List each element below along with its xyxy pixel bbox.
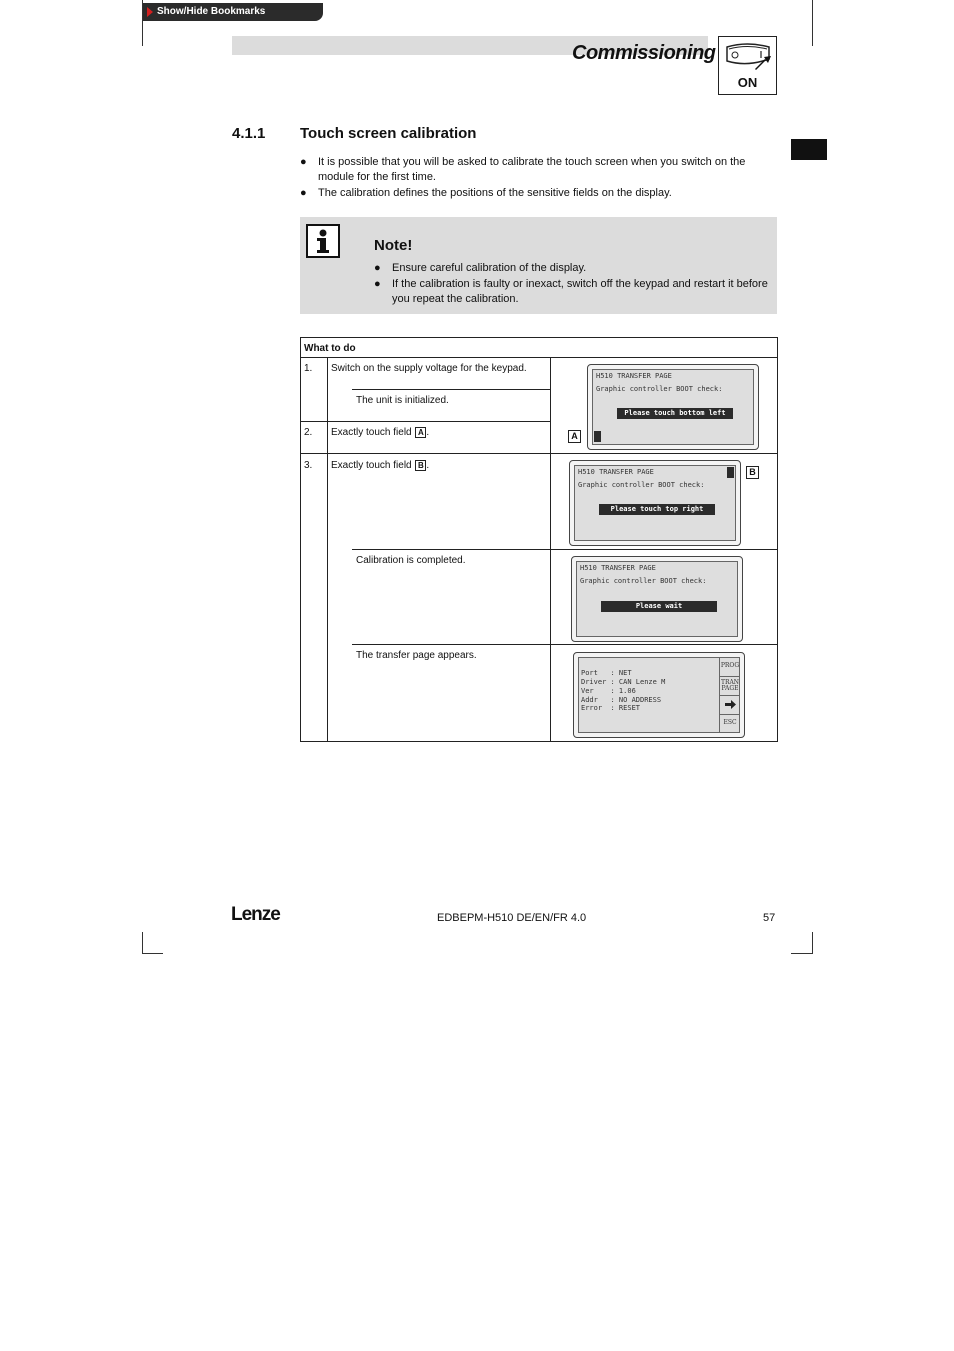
crop-mark [812, 932, 813, 954]
divider [300, 357, 778, 358]
list-item: ● If the calibration is faulty or inexact, switch off the keypad and restart it before you repeat the calibration. [374, 278, 768, 305]
screen-prompt-bar: Please touch top right [599, 504, 715, 515]
note-title: Note! [374, 237, 413, 254]
info-icon [306, 224, 340, 258]
screen-line: Graphic controller BOOT check: [580, 577, 707, 585]
info-line: Driver : CAN Lenze M [581, 678, 666, 686]
step-result: The unit is initialized. [356, 395, 449, 406]
power-switch-icon-box [718, 36, 777, 95]
chapter-side-tab [791, 139, 827, 160]
table-header: What to do [304, 343, 356, 354]
step-action: Switch on the supply voltage for the keypad. [331, 363, 527, 374]
info-line: Port : NET [581, 669, 632, 677]
display-area [578, 657, 740, 733]
callout-label: A [568, 430, 581, 443]
divider [352, 549, 778, 550]
display-area [576, 561, 738, 637]
bookmarks-label: Show/Hide Bookmarks [157, 6, 266, 17]
crop-mark [812, 0, 813, 46]
screen-title: H510 TRANSFER PAGE [578, 468, 654, 476]
document-id: EDBEPM-H510 DE/EN/FR 4.0 [437, 912, 587, 924]
info-line: Addr : NO ADDRESS [581, 696, 662, 704]
step-number: 3. [304, 460, 313, 471]
screen-prompt-bar: Please wait [601, 601, 717, 612]
list-item: ● It is possible that you will be asked to calibrate the touch screen when you switch on the module for the first time. [300, 156, 746, 183]
display-area [592, 369, 754, 445]
callout-label: B [746, 466, 759, 479]
crop-mark [142, 932, 143, 954]
page-number: 57 [763, 912, 776, 924]
screen-title: H510 TRANSFER PAGE [596, 372, 672, 380]
display-screen-1 [587, 364, 759, 450]
arrow-right-key[interactable] [720, 695, 740, 714]
chapter-title: Commissioning [572, 42, 716, 64]
show-hide-bookmarks-button[interactable] [143, 3, 323, 21]
info-line: Ver : 1.06 [581, 687, 636, 695]
note-list [374, 261, 769, 308]
display-screen-2 [569, 460, 741, 546]
triangle-right-icon [147, 7, 153, 17]
step-number: 1. [304, 363, 313, 374]
step-number: 2. [304, 427, 313, 438]
divider [300, 453, 778, 454]
divider [327, 357, 328, 742]
intro-bullets [300, 155, 760, 202]
section-title: Touch screen calibration [300, 125, 477, 142]
softkey-column [719, 658, 740, 732]
section-number: 4.1.1 [232, 125, 266, 142]
step-action: Exactly touch field A . [331, 427, 430, 438]
lenze-logo: Lenze [231, 904, 280, 925]
field-letter: B [415, 460, 426, 471]
screen-line: Graphic controller BOOT check: [578, 481, 705, 489]
screen-line: Graphic controller BOOT check: [596, 385, 723, 393]
step-result: Calibration is completed. [356, 555, 466, 566]
list-item: ● Ensure careful calibration of the display. [374, 262, 587, 274]
divider [352, 644, 778, 645]
divider [352, 389, 550, 390]
step-action: Exactly touch field B . [331, 460, 430, 471]
step-result: The transfer page appears. [356, 650, 477, 661]
esc-key[interactable]: ESC [720, 714, 740, 732]
touch-field-b[interactable] [727, 467, 734, 478]
info-line: Error : RESET [581, 704, 641, 712]
on-label: ON [737, 75, 758, 90]
arrow-right-icon [721, 696, 740, 713]
crop-mark [142, 953, 163, 954]
screen-title: H510 TRANSFER PAGE [580, 564, 656, 572]
power-switch-icon [719, 39, 776, 79]
display-area [574, 465, 736, 541]
divider [300, 421, 550, 422]
display-screen-4 [573, 652, 745, 738]
transfer-page-key[interactable]: TRAN PAGE [720, 676, 740, 695]
prog-key[interactable]: PROG [720, 662, 740, 669]
display-screen-3 [571, 556, 743, 642]
screen-prompt-bar: Please touch bottom left [617, 408, 733, 419]
field-letter: A [415, 427, 426, 438]
touch-field-a[interactable] [594, 431, 601, 442]
crop-mark [791, 953, 813, 954]
list-item: ● The calibration defines the positions of the sensitive fields on the display. [300, 187, 672, 199]
